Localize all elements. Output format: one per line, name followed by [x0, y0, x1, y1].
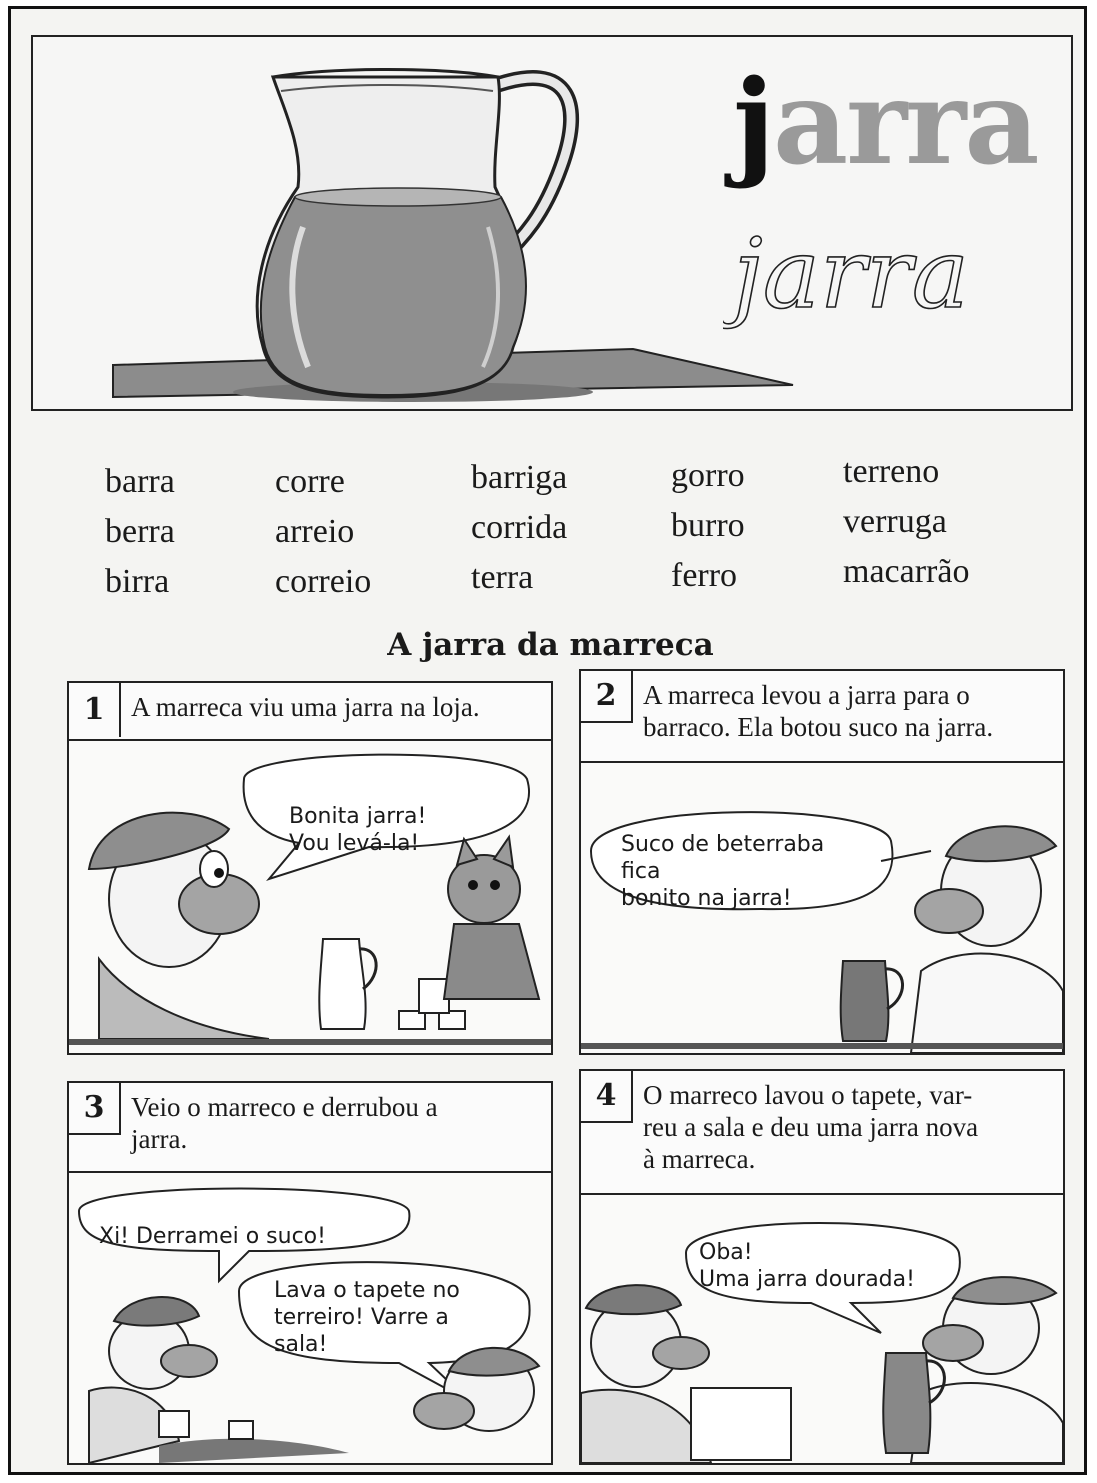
- speech-bubble-text: [289, 803, 426, 857]
- comic-panel-4: [579, 1069, 1065, 1465]
- word-column-3: [471, 453, 567, 603]
- word: corre: [275, 463, 345, 500]
- bubble-line: Oba!: [699, 1240, 753, 1265]
- panel-caption: [581, 671, 1063, 763]
- speech-bubble-a-text: Xi! Derramei o suco!: [99, 1224, 326, 1249]
- panel-caption-text: [643, 1079, 1053, 1175]
- caption-line: barraco. Ela botou suco na jarra.: [643, 712, 994, 742]
- word: barra: [105, 463, 175, 500]
- caption-line: jarra.: [131, 1124, 188, 1154]
- word: corrida: [471, 509, 568, 546]
- panel-caption-text: [131, 1091, 541, 1155]
- caption-line: Veio o marreco e derrubou a: [131, 1092, 438, 1122]
- title-print-word: [733, 55, 1038, 191]
- story-title: A jarra da marreca: [387, 627, 714, 663]
- word-column-4: [671, 451, 745, 601]
- word: verruga: [843, 503, 947, 540]
- word-list: [105, 453, 1045, 607]
- speech-bubble-text: [699, 1239, 915, 1293]
- word: macarrão: [843, 553, 970, 590]
- word-column-5: [843, 447, 969, 597]
- comic-panel-2: [579, 669, 1065, 1055]
- panel-caption: [581, 1071, 1063, 1195]
- bubble-line: sala!: [274, 1332, 328, 1357]
- word: birra: [105, 563, 170, 600]
- word: berra: [105, 513, 175, 550]
- word-column-1: [105, 457, 175, 607]
- word: gorro: [671, 457, 745, 494]
- word: terra: [471, 559, 534, 596]
- panel-caption: [69, 1083, 551, 1173]
- header-illustration-box: [31, 35, 1073, 411]
- worksheet-page: [8, 6, 1087, 1475]
- caption-line: à marreca.: [643, 1144, 756, 1174]
- caption-line: O marreco lavou o tapete, var-: [643, 1080, 973, 1110]
- caption-line: A marreca levou a jarra para o: [643, 680, 970, 710]
- panel-number: 2: [581, 671, 633, 723]
- jug-illustration: [103, 47, 803, 407]
- word: barriga: [471, 459, 568, 496]
- speech-bubble-text: [621, 831, 824, 912]
- cat-character-icon: [444, 837, 539, 999]
- caption-line: reu a sala e deu uma jarra nova: [643, 1112, 979, 1142]
- word: terreno: [843, 453, 940, 490]
- duck-character-icon: [581, 1193, 1063, 1463]
- word: arreio: [275, 513, 355, 550]
- title-cursive-text: jarra: [733, 227, 970, 330]
- bubble-line: terreiro! Varre a: [274, 1305, 449, 1330]
- bubble-line: Vou levá-la!: [289, 831, 420, 856]
- word: correio: [275, 563, 372, 600]
- word-column-2: [275, 457, 371, 607]
- title-letter-j: j: [733, 55, 773, 191]
- panel-number: 3: [69, 1083, 121, 1135]
- bubble-line: Suco de beterraba: [621, 832, 825, 857]
- panel-number: 1: [69, 683, 121, 737]
- comic-panel-3: [67, 1081, 553, 1465]
- word: ferro: [671, 557, 738, 594]
- bubble-line: Uma jarra dourada!: [699, 1267, 915, 1292]
- title-letters-rest: arra: [772, 55, 1038, 191]
- panel-number: 4: [581, 1071, 633, 1123]
- speech-bubble-b-text: [274, 1277, 460, 1358]
- duck-character-icon: [69, 739, 551, 1053]
- word: burro: [671, 507, 745, 544]
- bubble-line: Bonita jarra!: [289, 804, 427, 829]
- comic-panel-1: [67, 681, 553, 1055]
- bubble-line: Lava o tapete no: [274, 1278, 460, 1303]
- panel-caption-text: [643, 679, 1053, 743]
- bubble-line: bonito na jarra!: [621, 886, 792, 911]
- bubble-line: fica: [621, 859, 661, 884]
- panel-caption-text: A marreca viu uma jarra na loja.: [131, 692, 480, 722]
- title-cursive-word: [723, 227, 1063, 357]
- panel-caption: [69, 683, 551, 741]
